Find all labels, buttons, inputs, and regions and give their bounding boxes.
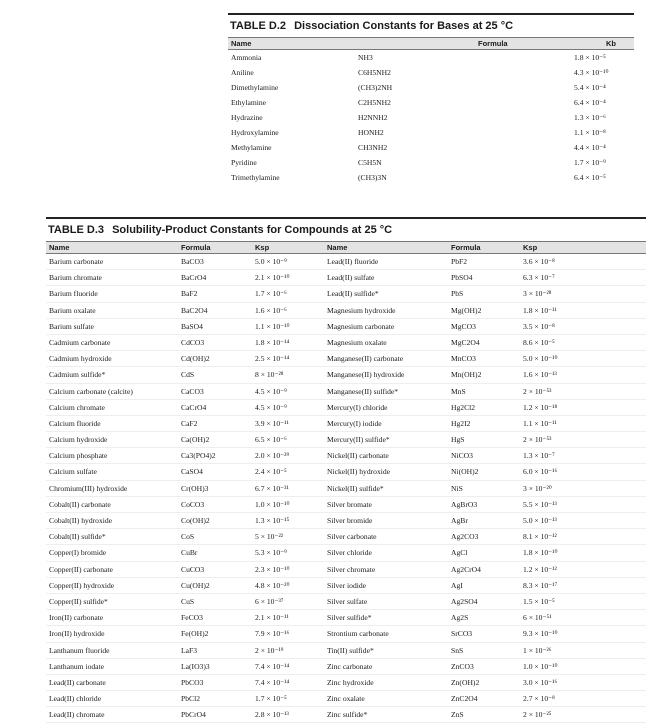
table-row	[228, 125, 634, 140]
compound-formula: Cr(OH)3	[181, 483, 209, 493]
header-formula: Formula	[478, 39, 508, 48]
base-kb: 6.4 × 10⁻⁴	[574, 98, 606, 107]
table-row	[46, 481, 646, 497]
table-row	[228, 95, 634, 110]
table-row	[46, 545, 646, 561]
compound-ksp: 2.5 × 10⁻¹⁴	[255, 354, 290, 364]
base-formula: H2NNH2	[358, 113, 388, 122]
table-row	[46, 432, 646, 448]
table-row	[228, 110, 634, 125]
header-name: Name	[49, 243, 70, 252]
base-formula: C6H5NH2	[358, 68, 391, 77]
table-row	[46, 707, 646, 723]
base-name: Aniline	[231, 68, 254, 77]
compound-formula-2: MgCO3	[451, 321, 476, 331]
table-row	[46, 594, 646, 610]
compound-name: Copper(I) bromide	[49, 548, 107, 558]
compound-formula-2: SrCO3	[451, 629, 473, 639]
compound-formula: PbCl2	[181, 694, 200, 704]
table-row	[46, 416, 646, 432]
base-name: Hydroxylamine	[231, 128, 279, 137]
compound-ksp-2: 8.3 × 10⁻¹⁷	[523, 580, 558, 590]
compound-formula-2: Hg2I2	[451, 418, 471, 428]
table-row	[46, 691, 646, 707]
base-formula: C5H5N	[358, 158, 382, 167]
table-d3-header	[46, 241, 646, 254]
compound-ksp: 1.6 × 10⁻⁶	[255, 305, 287, 315]
compound-formula: CoCO3	[181, 499, 205, 509]
compound-ksp-2: 9.3 × 10⁻¹⁰	[523, 629, 558, 639]
compound-name: Copper(II) carbonate	[49, 564, 113, 574]
compound-ksp: 2.0 × 10⁻²⁹	[255, 451, 290, 461]
compound-ksp: 1.1 × 10⁻¹⁰	[255, 321, 290, 331]
compound-name: Lead(II) chromate	[49, 710, 105, 720]
compound-formula-2: ZnCO3	[451, 661, 474, 671]
base-name: Ammonia	[231, 53, 262, 62]
compound-name: Cobalt(II) hydroxide	[49, 516, 113, 525]
base-name: Ethylamine	[231, 98, 267, 107]
compound-formula: BaC2O4	[181, 305, 208, 315]
compound-name: Calcium fluoride	[49, 418, 101, 428]
compound-name: Lead(II) chloride	[49, 694, 102, 704]
base-name: Trimethylamine	[231, 173, 280, 182]
compound-formula-2: MnCO3	[451, 354, 476, 364]
compound-formula-2: Ag2CO3	[451, 532, 479, 542]
table-d2-body	[228, 50, 634, 185]
compound-name: Copper(II) hydroxide	[49, 580, 115, 590]
compound-formula-2: Ni(OH)2	[451, 467, 479, 477]
compound-name-2: Manganese(II) sulfide*	[327, 386, 399, 396]
compound-name: Calcium hydroxide	[49, 435, 108, 445]
compound-name: Lanthanum fluoride	[49, 645, 110, 655]
compound-name: Cobalt(II) sulfide*	[49, 532, 106, 542]
compound-name: Barium chromate	[49, 273, 102, 283]
compound-formula-2: ZnS	[451, 710, 464, 720]
compound-ksp: 1.7 × 10⁻⁵	[255, 694, 287, 704]
compound-formula-2: AgBr	[451, 516, 468, 525]
table-d2	[228, 13, 634, 185]
compound-formula: CdCO3	[181, 337, 205, 347]
compound-formula: BaF2	[181, 289, 198, 299]
compound-name-2: Lead(II) sulfate	[327, 273, 375, 283]
base-kb: 5.4 × 10⁻⁴	[574, 83, 606, 92]
compound-name-2: Zinc hydroxide	[327, 677, 374, 687]
compound-formula: Co(OH)2	[181, 516, 210, 525]
compound-name-2: Lead(II) sulfide*	[327, 289, 379, 299]
compound-formula: CuBr	[181, 548, 198, 558]
base-kb: 4.3 × 10⁻¹⁰	[574, 68, 609, 77]
table-row	[46, 351, 646, 367]
table-d3-caption: Solubility-Product Constants for Compounds at 25 °C	[112, 224, 393, 236]
compound-ksp: 1.0 × 10⁻¹⁰	[255, 499, 290, 509]
compound-ksp-2: 5.0 × 10⁻¹⁰	[523, 354, 558, 364]
compound-ksp-2: 2.7 × 10⁻⁸	[523, 694, 555, 704]
compound-name-2: Silver sulfide*	[327, 613, 372, 623]
compound-formula: Cd(OH)2	[181, 354, 210, 364]
base-formula: (CH3)3N	[358, 173, 387, 182]
compound-ksp: 5 × 10⁻²²	[255, 532, 284, 542]
header-ksp: Ksp	[255, 243, 270, 252]
compound-name-2: Silver carbonate	[327, 532, 377, 542]
compound-ksp-2: 6.3 × 10⁻⁷	[523, 273, 555, 283]
compound-ksp-2: 6.0 × 10⁻¹⁶	[523, 467, 558, 477]
compound-formula: CoS	[181, 532, 195, 542]
base-kb: 6.4 × 10⁻⁵	[574, 173, 606, 182]
compound-formula: Cu(OH)2	[181, 580, 210, 590]
compound-name-2: Tin(II) sulfide*	[327, 645, 374, 655]
compound-formula: BaSO4	[181, 321, 203, 331]
compound-formula: CaCO3	[181, 386, 204, 396]
base-kb: 1.1 × 10⁻⁸	[574, 128, 606, 137]
compound-ksp-2: 1.1 × 10⁻¹¹	[523, 418, 557, 428]
compound-ksp: 2.3 × 10⁻¹⁰	[255, 564, 290, 574]
compound-name-2: Nickel(II) hydroxide	[327, 467, 391, 477]
header-name-2: Name	[327, 243, 348, 252]
compound-name-2: Magnesium oxalate	[327, 337, 387, 347]
table-row	[46, 384, 646, 400]
compound-formula: BaCrO4	[181, 273, 207, 283]
compound-ksp-2: 3.0 × 10⁻¹⁶	[523, 677, 558, 687]
compound-name: Iron(II) hydroxide	[49, 629, 105, 639]
compound-formula-2: PbSO4	[451, 273, 473, 283]
compound-formula-2: PbF2	[451, 257, 468, 266]
compound-formula: FeCO3	[181, 613, 203, 623]
compound-name: Calcium carbonate (calcite)	[49, 386, 133, 396]
compound-formula: Fe(OH)2	[181, 629, 209, 639]
compound-name-2: Silver bromate	[327, 499, 372, 509]
table-d3-number: TABLE D.3	[48, 224, 105, 236]
compound-name-2: Manganese(II) carbonate	[327, 354, 404, 364]
header-formula: Formula	[181, 243, 211, 252]
compound-ksp: 5.3 × 10⁻⁹	[255, 548, 287, 558]
compound-name-2: Silver sulfate	[327, 596, 368, 606]
base-name: Dimethylamine	[231, 83, 279, 92]
compound-formula: Ca(OH)2	[181, 435, 210, 445]
compound-formula: LaF3	[181, 645, 198, 655]
table-row	[46, 513, 646, 529]
compound-name-2: Mercury(I) iodide	[327, 418, 382, 428]
base-formula: NH3	[358, 53, 373, 62]
compound-formula: PbCrO4	[181, 710, 206, 720]
compound-ksp: 2.1 × 10⁻¹¹	[255, 613, 289, 623]
header-ksp-2: Ksp	[523, 243, 538, 252]
compound-name: Barium oxalate	[49, 305, 96, 315]
table-row	[228, 65, 634, 80]
compound-ksp-2: 5.0 × 10⁻¹³	[523, 516, 557, 525]
compound-ksp: 6.5 × 10⁻⁶	[255, 435, 287, 445]
compound-ksp: 6 × 10⁻³⁷	[255, 596, 284, 606]
table-d2-header	[228, 37, 634, 50]
compound-ksp: 7.4 × 10⁻¹⁴	[255, 677, 290, 687]
compound-ksp-2: 1.8 × 10⁻¹⁰	[523, 548, 558, 558]
compound-ksp: 2.4 × 10⁻⁵	[255, 467, 287, 477]
compound-name: Lead(II) carbonate	[49, 677, 106, 687]
compound-name-2: Magnesium hydroxide	[327, 305, 396, 315]
compound-name-2: Mercury(II) sulfide*	[327, 435, 390, 445]
compound-name-2: Nickel(II) sulfide*	[327, 483, 384, 493]
compound-ksp: 4.5 × 10⁻⁹	[255, 386, 287, 396]
compound-formula: CuS	[181, 596, 195, 606]
compound-formula: BaCO3	[181, 257, 204, 266]
compound-formula-2: AgCl	[451, 548, 468, 558]
table-row	[228, 50, 634, 65]
compound-ksp-2: 5.5 × 10⁻¹³	[523, 499, 557, 509]
compound-formula: La(IO3)3	[181, 661, 210, 671]
compound-formula-2: NiCO3	[451, 451, 473, 461]
base-formula: CH3NH2	[358, 143, 388, 152]
table-d2-title	[228, 15, 634, 37]
compound-ksp-2: 3.6 × 10⁻⁸	[523, 257, 555, 266]
compound-formula-2: SnS	[451, 645, 464, 655]
compound-formula: CaCrO4	[181, 402, 207, 412]
table-d3	[46, 217, 646, 723]
table-row	[46, 529, 646, 545]
compound-ksp-2: 2 × 10⁻⁵³	[523, 435, 552, 445]
compound-name-2: Mercury(I) chloride	[327, 402, 388, 412]
compound-ksp: 2.1 × 10⁻¹⁰	[255, 273, 290, 283]
compound-formula-2: AgI	[451, 580, 463, 590]
table-row	[46, 448, 646, 464]
compound-formula: CaSO4	[181, 467, 203, 477]
compound-ksp-2: 8.1 × 10⁻¹²	[523, 532, 557, 542]
base-name: Hydrazine	[231, 113, 263, 122]
compound-formula-2: MnS	[451, 386, 466, 396]
compound-ksp: 6.7 × 10⁻³¹	[255, 483, 289, 493]
table-row	[46, 367, 646, 383]
compound-name-2: Strontium carbonate	[327, 629, 389, 639]
compound-name-2: Silver iodide	[327, 580, 367, 590]
compound-name-2: Magnesium carbonate	[327, 321, 395, 331]
compound-name: Calcium phosphate	[49, 451, 108, 461]
compound-formula-2: Ag2SO4	[451, 596, 478, 606]
table-d2-caption: Dissociation Constants for Bases at 25 °C	[294, 20, 514, 32]
table-row	[46, 675, 646, 691]
compound-ksp: 2.8 × 10⁻¹³	[255, 710, 289, 720]
compound-formula-2: HgS	[451, 435, 465, 445]
compound-ksp-2: 3 × 10⁻²⁰	[523, 483, 552, 493]
table-row	[228, 170, 634, 185]
compound-formula-2: Zn(OH)2	[451, 677, 480, 687]
compound-name-2: Lead(II) fluoride	[327, 257, 379, 266]
compound-ksp: 7.9 × 10⁻¹⁶	[255, 629, 290, 639]
base-formula: C2H5NH2	[358, 98, 391, 107]
compound-formula-2: Hg2Cl2	[451, 402, 476, 412]
compound-name-2: Zinc oxalate	[327, 694, 365, 704]
compound-formula-2: Mg(OH)2	[451, 305, 482, 315]
compound-ksp-2: 3 × 10⁻²⁸	[523, 289, 552, 299]
compound-name: Cobalt(II) carbonate	[49, 499, 111, 509]
base-name: Pyridine	[231, 158, 257, 167]
compound-ksp-2: 3.5 × 10⁻⁸	[523, 321, 555, 331]
compound-formula-2: Mn(OH)2	[451, 370, 482, 380]
base-name: Methylamine	[231, 143, 272, 152]
compound-name-2: Silver chloride	[327, 548, 372, 558]
compound-formula-2: NiS	[451, 483, 463, 493]
table-row	[46, 610, 646, 626]
compound-ksp-2: 1 × 10⁻²⁶	[523, 645, 552, 655]
table-row	[46, 303, 646, 319]
compound-ksp: 4.5 × 10⁻⁹	[255, 402, 287, 412]
compound-ksp-2: 2 × 10⁻²⁵	[523, 710, 552, 720]
compound-name: Copper(II) sulfide*	[49, 596, 108, 606]
compound-ksp: 1.7 × 10⁻⁶	[255, 289, 287, 299]
table-row	[46, 643, 646, 659]
compound-ksp-2: 1.5 × 10⁻⁵	[523, 596, 555, 606]
compound-formula: CuCO3	[181, 564, 205, 574]
table-row	[46, 400, 646, 416]
compound-formula: Ca3(PO4)2	[181, 451, 216, 461]
compound-formula: CdS	[181, 370, 195, 380]
table-d3-title	[46, 219, 646, 241]
base-kb: 1.3 × 10⁻⁶	[574, 113, 606, 122]
compound-formula: PbCO3	[181, 677, 204, 687]
base-formula: HONH2	[358, 128, 384, 137]
base-kb: 1.7 × 10⁻⁹	[574, 158, 606, 167]
table-row	[46, 335, 646, 351]
table-row	[228, 140, 634, 155]
table-row	[46, 270, 646, 286]
compound-name: Barium fluoride	[49, 289, 98, 299]
table-row	[46, 464, 646, 480]
compound-name: Cadmium sulfide*	[49, 370, 106, 380]
compound-name: Cadmium hydroxide	[49, 354, 112, 364]
header-kb: Kb	[606, 39, 616, 48]
compound-name: Chromium(III) hydroxide	[49, 483, 128, 493]
compound-formula-2: AgBrO3	[451, 499, 478, 509]
base-kb: 4.4 × 10⁻⁴	[574, 143, 606, 152]
compound-ksp-2: 2 × 10⁻⁵³	[523, 386, 552, 396]
compound-ksp-2: 1.6 × 10⁻¹³	[523, 370, 557, 380]
compound-ksp: 3.9 × 10⁻¹¹	[255, 418, 289, 428]
table-row	[228, 80, 634, 95]
compound-name-2: Nickel(II) carbonate	[327, 451, 389, 461]
table-d2-number: TABLE D.2	[230, 20, 287, 32]
compound-ksp-2: 1.2 × 10⁻¹²	[523, 564, 557, 574]
table-row	[46, 319, 646, 335]
compound-ksp: 2 × 10⁻¹⁹	[255, 645, 284, 655]
compound-ksp: 4.8 × 10⁻²⁰	[255, 580, 290, 590]
compound-ksp: 1.8 × 10⁻¹⁴	[255, 337, 290, 347]
base-kb: 1.8 × 10⁻⁵	[574, 53, 606, 62]
compound-ksp: 5.0 × 10⁻⁹	[255, 257, 287, 266]
header-name: Name	[231, 39, 252, 48]
compound-ksp-2: 1.8 × 10⁻¹¹	[523, 305, 557, 315]
compound-ksp-2: 8.6 × 10⁻⁵	[523, 337, 555, 347]
compound-ksp-2: 1.2 × 10⁻¹⁸	[523, 402, 558, 412]
compound-ksp-2: 1.0 × 10⁻¹⁰	[523, 661, 558, 671]
compound-formula-2: Ag2CrO4	[451, 564, 481, 574]
compound-ksp: 7.4 × 10⁻¹⁴	[255, 661, 290, 671]
compound-name: Barium sulfate	[49, 321, 94, 331]
compound-name-2: Manganese(II) hydroxide	[327, 370, 405, 380]
compound-name: Iron(II) carbonate	[49, 613, 104, 623]
table-row	[46, 626, 646, 642]
table-row	[46, 254, 646, 270]
compound-ksp-2: 1.3 × 10⁻⁷	[523, 451, 555, 461]
compound-name-2: Zinc carbonate	[327, 661, 373, 671]
compound-name: Barium carbonate	[49, 257, 104, 266]
table-row	[228, 155, 634, 170]
table-row	[46, 562, 646, 578]
base-formula: (CH3)2NH	[358, 83, 393, 92]
compound-formula: CaF2	[181, 418, 198, 428]
compound-name-2: Zinc sulfide*	[327, 710, 368, 720]
compound-ksp: 8 × 10⁻²⁸	[255, 370, 284, 380]
compound-formula-2: MgC2O4	[451, 337, 480, 347]
table-row	[46, 286, 646, 302]
compound-formula-2: Ag2S	[451, 613, 469, 623]
compound-ksp-2: 6 × 10⁻⁵¹	[523, 613, 552, 623]
compound-formula-2: ZnC2O4	[451, 694, 478, 704]
table-row	[46, 659, 646, 675]
table-row	[46, 497, 646, 513]
compound-name: Calcium sulfate	[49, 467, 97, 477]
compound-name: Cadmium carbonate	[49, 337, 111, 347]
compound-formula-2: PbS	[451, 289, 464, 299]
compound-name: Lanthanum iodate	[49, 661, 105, 671]
table-row	[46, 578, 646, 594]
table-d3-body	[46, 254, 646, 723]
compound-name-2: Silver bromide	[327, 516, 373, 525]
compound-name-2: Silver chromate	[327, 564, 376, 574]
compound-name: Calcium chromate	[49, 402, 105, 412]
header-formula-2: Formula	[451, 243, 481, 252]
compound-ksp: 1.3 × 10⁻¹⁵	[255, 516, 290, 525]
